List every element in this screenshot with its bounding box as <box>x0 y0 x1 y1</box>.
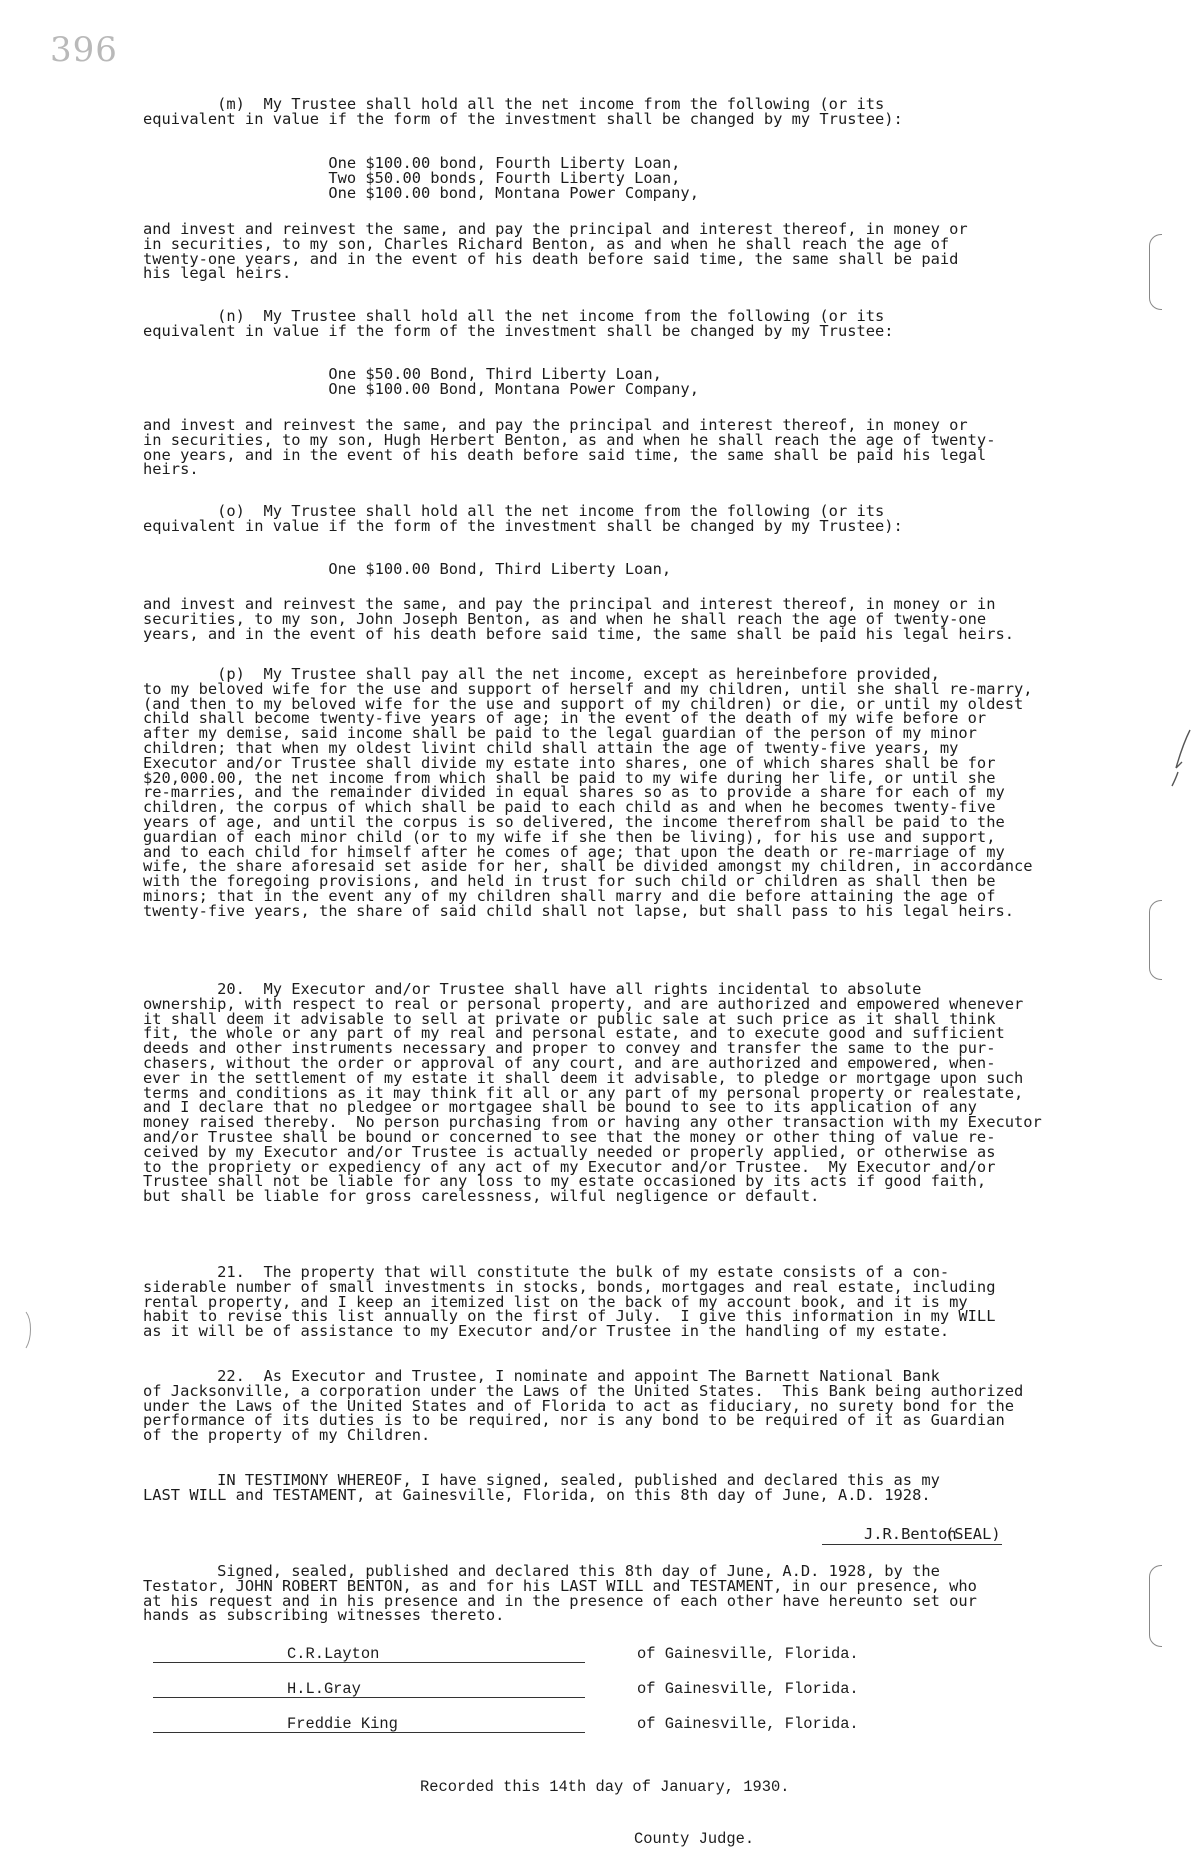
clause-n-items: One $50.00 Bond, Third Liberty Loan, One $100.00 Bond, Montana Power Company, <box>328 365 699 398</box>
witness-place: of Gainesville, Florida. <box>637 1645 859 1663</box>
witness-signature-line <box>153 1697 585 1698</box>
clause-m-items: One $100.00 bond, Fourth Liberty Loan, Two $50.00 bonds, Fourth Liberty Loan, One $100.00 bond, Montana Power Company, <box>328 154 699 202</box>
recorded-date: Recorded this 14th day of January, 1930. <box>420 1778 790 1796</box>
witness-name: Freddie King <box>287 1715 398 1733</box>
witness-name: H.L.Gray <box>287 1680 361 1698</box>
witness-place: of Gainesville, Florida. <box>637 1680 859 1698</box>
clause-n-body: and invest and reinvest the same, and pay the principal and interest thereof, in money or in securities, to my son, Hugh Herbert Benton, as and when he shall reach the age of twenty- one years, and in the event of his death before said time, the same shall be paid his legal heirs. <box>143 416 996 479</box>
clause-p: (p) My Trustee shall pay all the net income, except as hereinbefore provided, to my beloved wife for the use and support of herself and my children, until she shall re-marry, (and then to my beloved wife for the use and support of my children) or die, or until my oldest child shall become twenty-five years of age; in the event of the death of my wife before or after my demise, said income shall be paid to the legal guardian of the person of my minor children; that when my oldest livint child shall attain the age of twenty-five years, my Executor and/or Trustee shall divide my estate into shares, one of which shares shall be for $20,000.00, the net income from which shall be paid to my wife during her life, or until she re-marries, and the remainder divided in equal shares so as to provide a share for each of my children, the corpus of which shall be paid to each child as and when he becomes twenty-five years of age, and until the corpus is so delivered, the income therefrom shall be paid to the guardian of each minor child (or to my wife if she then be living), for his use and support, and to each child for himself after he comes of age; that upon the death or re-marriage of my wife, the share aforesaid set aside for her, shall be divided amongst my children, in accordance with the foregoing provisions, and held in trust for such child or children as shall then be minors; that in the event any of my children shall marry and die before attaining the age of twenty-five years, the share of said child shall not lapse, but shall pass to his legal heirs. <box>143 665 1033 920</box>
witness-name: C.R.Layton <box>287 1645 380 1663</box>
page-number: 396 <box>50 30 118 70</box>
testimony-clause: IN TESTIMONY WHEREOF, I have signed, sealed, published and declared this as my LAST WILL and TESTAMENT, at Gainesville, Florida, on this 8th day of June, A.D. 1928. <box>143 1471 940 1504</box>
binding-bracket-icon <box>1149 900 1162 980</box>
clause-m-body: and invest and reinvest the same, and pay the principal and interest thereof, in money or in securities, to my son, Charles Richard Benton, as and when he shall reach the age of twenty-one years, and in the event of his death before said time, the same shall be paid his legal heirs. <box>143 220 968 283</box>
clause-o-items: One $100.00 Bond, Third Liberty Loan, <box>143 560 672 578</box>
witness-place: of Gainesville, Florida. <box>637 1715 859 1733</box>
binding-bracket-icon <box>1149 234 1162 310</box>
binding-bracket-icon <box>1149 1565 1162 1647</box>
margin-mark-icon <box>24 1310 36 1350</box>
clause-20: 20. My Executor and/or Trustee shall have all rights incidental to absolute ownership, with respect to real or personal property, and are authorized and empowered whenever it shall deem it advisable to sell at private or public sale at such price as it shall think fit, the whole or any part of my real and personal estate, and to execute good and sufficient deeds and other instruments necessary and proper to convey and transfer the same to the pur- chasers, without the order or approval of any court, and are authorized and empowered, when- ever in the settlement of my estate it shall deem it advisable, to pledge or mortgage upon such terms and conditions as it may think fit all or any part of my personal property or realestate, and I declare that no pledgee or mortgagee shall be bound to see to its application of any money raised thereby. No person purchasing from or having any other transaction with my Executor and/or Trustee shall be bound or concerned to see that the money or other thing of value re- ceived by my Executor and/or Trustee is actually needed or properly applied, or otherwise as to the propriety or expediency of any act of my Executor and/or Trustee. My Executor and/or Trustee shall not be liable for any loss to my estate occasioned by its acts if good faith, but shall be liable for gross carelessness, wilful negligence or default. <box>143 980 1042 1206</box>
clause-n-intro: (n) My Trustee shall hold all the net income from the following (or its equivalent in value if the form of the investment shall be changed by my Trustee: <box>143 307 894 340</box>
clause-m-intro: (m) My Trustee shall hold all the net income from the following (or its equivalent in value if the form of the investment shall be changed by my Trustee): <box>143 95 903 128</box>
clause-22: 22. As Executor and Trustee, I nominate and appoint The Barnett National Bank of Jacksonville, a corporation under the Laws of the United States. This Bank being authorized under the Laws of the United States and of Florida to act as fiduciary, no surety bond for the performance of its duties is to be required, nor is any bond to be required of it as Guardian of the property of my Children. <box>143 1367 1024 1445</box>
seal-mark: (SEAL) <box>945 1525 1001 1543</box>
testator-signature: J.R.Benton <box>864 1525 957 1543</box>
clause-21: 21. The property that will constitute the bulk of my estate consists of a con- siderable number of small investments in stocks, bonds, mortgages and real estate, including rental property, and I keep an itemized list on the back of my account book, and it is my habit to revise this list annually on the first of July. I give this information in my WILL as it will be of assistance to my Executor and/or Trustee in the handling of my estate. <box>143 1263 996 1341</box>
attestation-clause: Signed, sealed, published and declared this 8th day of June, A.D. 1928, by the Testator, JOHN ROBERT BENTON, as and for his LAST WILL and TESTAMENT, in our presence, who at his request and in his presence and in the presence of each other have hereunto set our hands as subscribing witnesses thereto. <box>143 1562 977 1625</box>
county-judge-label: County Judge. <box>634 1830 755 1848</box>
testator-signature-line <box>822 1544 1002 1545</box>
clause-o-intro: (o) My Trustee shall hold all the net income from the following (or its equivalent in value if the form of the investment shall be changed by my Trustee): <box>143 502 903 535</box>
clause-o-body: and invest and reinvest the same, and pay the principal and interest thereof, in money or in securities, to my son, John Joseph Benton, as and when he shall reach the age of twenty-one years, and in the event of his death before said time, the same shall be paid his legal heirs. <box>143 595 1014 643</box>
pen-mark-icon <box>1170 728 1194 788</box>
